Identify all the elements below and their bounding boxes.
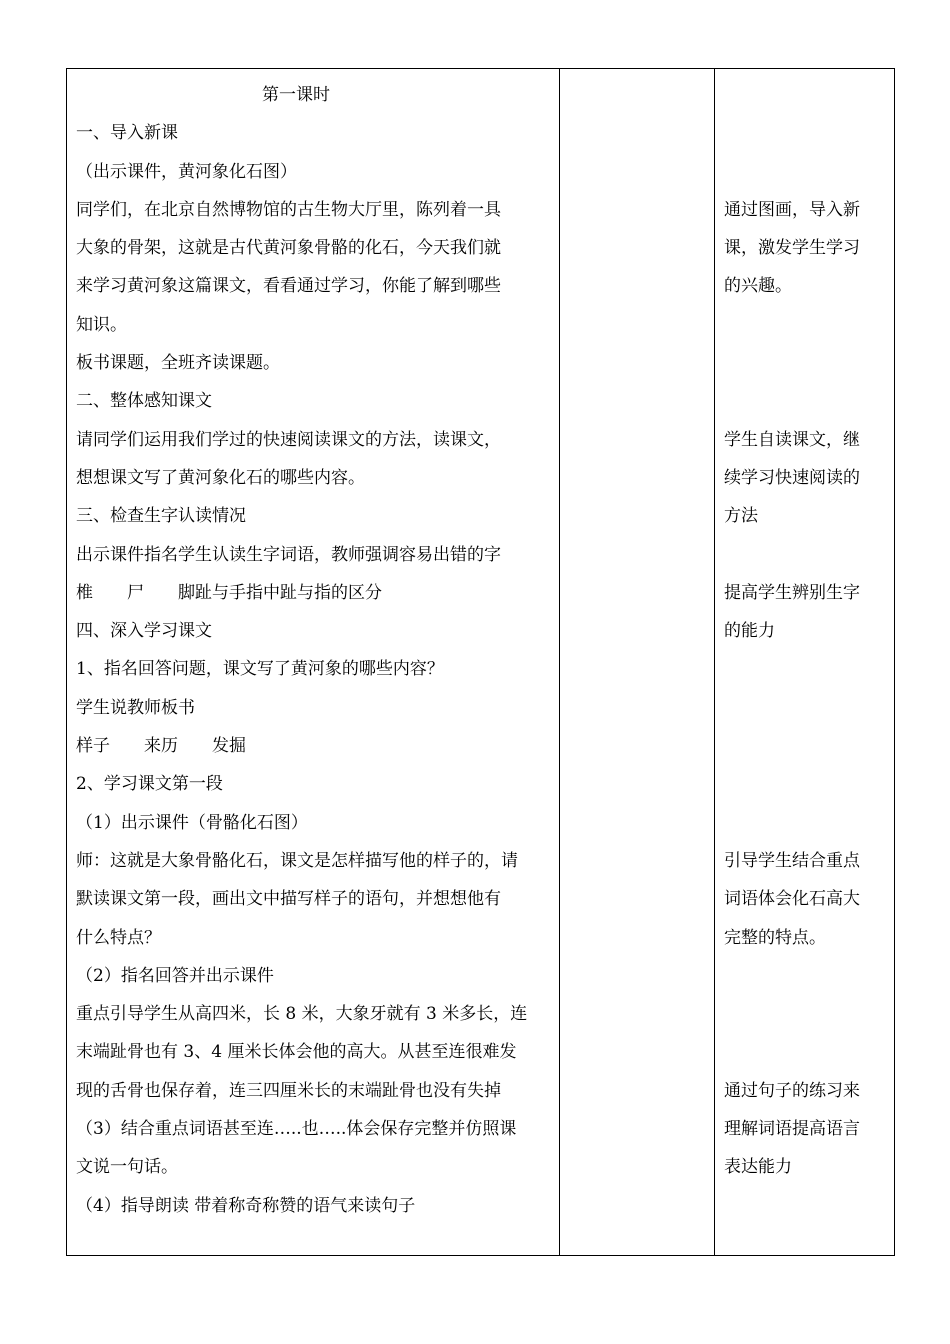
design-intent-column [724, 76, 892, 1225]
blank-line [724, 1033, 892, 1071]
blank-line [724, 650, 892, 688]
blank-line [724, 765, 892, 803]
lesson-line: （2）指名回答并出示课件 [76, 965, 274, 986]
lesson-line: （3）结合重点词语甚至连…..也…..体会保存完整并仿照课 [76, 1119, 517, 1140]
lesson-line: 大象的骨架，这就是古代黄河象骨骼的化石，今天我们就 [76, 238, 501, 259]
blank-line [724, 1187, 892, 1225]
blank-line [724, 689, 892, 727]
lesson-line: 末端趾骨也有 3、4 厘米长体会他的高大。从甚至连很难发 [76, 1042, 517, 1063]
lesson-line: 来学习黄河象这篇课文，看看通过学习，你能了解到哪些 [76, 276, 501, 297]
lesson-line: 想想课文写了黄河象化石的哪些内容。 [76, 467, 365, 488]
column-divider-2 [714, 68, 715, 1256]
lesson-line: 出示课件指名学生认读生字词语，教师强调容易出错的字 [76, 544, 501, 565]
blank-line [724, 727, 892, 765]
design-note-line: 理解词语提高语言 [724, 1119, 860, 1140]
design-note-line: 完整的特点。 [724, 927, 826, 948]
blank-line [724, 536, 892, 574]
lesson-line: 师：这就是大象骨骼化石，课文是怎样描写他的样子的，请 [76, 850, 518, 871]
blank-line [724, 114, 892, 152]
design-note-line: 提高学生辨别生字 [724, 582, 860, 603]
lesson-line: 学生说教师板书 [76, 697, 195, 718]
lesson-line: 2、学习课文第一段 [76, 774, 223, 795]
blank-line [724, 153, 892, 191]
lesson-line: 一、导入新课 [76, 123, 178, 144]
blank-line [724, 995, 892, 1033]
lesson-line: 四、深入学习课文 [76, 621, 212, 642]
lesson-line: 重点引导学生从高四米，长 8 米，大象牙就有 3 米多长，连 [76, 1004, 528, 1025]
design-note-line: 方法 [724, 506, 758, 527]
blank-line [724, 804, 892, 842]
design-note-line: 引导学生结合重点 [724, 850, 860, 871]
lesson-line: 椎 尸 脚趾与手指中趾与指的区分 [76, 582, 382, 603]
design-note-line: 课，激发学生学习 [724, 238, 860, 259]
lesson-line: （4）指导朗读 带着称奇称赞的语气来读句子 [76, 1195, 416, 1216]
blank-line [724, 76, 892, 114]
lesson-line: 板书课题，全班齐读课题。 [76, 353, 280, 374]
lesson-line: （1）出示课件（骨骼化石图） [76, 812, 308, 833]
lesson-line: 三、检查生字认读情况 [76, 506, 246, 527]
column-divider-1 [559, 68, 560, 1256]
lesson-line: 知识。 [76, 314, 127, 335]
design-note-line: 的兴趣。 [724, 276, 792, 297]
design-note-line: 表达能力 [724, 1157, 792, 1178]
lesson-line: 同学们，在北京自然博物馆的古生物大厅里，陈列着一具 [76, 199, 501, 220]
lesson-line: 样子 来历 发掘 [76, 736, 246, 757]
design-note-line: 续学习快速阅读的 [724, 467, 860, 488]
design-note-line: 学生自读课文，继 [724, 429, 860, 450]
blank-line [724, 957, 892, 995]
design-note-line: 的能力 [724, 621, 775, 642]
lesson-line: 现的舌骨也保存着，连三四厘米长的末端趾骨也没有失掉 [76, 1080, 501, 1101]
design-note-line: 通过句子的练习来 [724, 1080, 860, 1101]
lesson-line: 请同学们运用我们学过的快速阅读课文的方法，读课文， [76, 429, 501, 450]
blank-line [724, 382, 892, 420]
lesson-line: 默读课文第一段，画出文中描写样子的语句，并想想他有 [76, 889, 501, 910]
blank-line [724, 344, 892, 382]
lesson-line: 什么特点？ [76, 927, 161, 948]
lesson-period-title: 第一课时 [262, 85, 330, 105]
design-note-line: 通过图画，导入新 [724, 199, 860, 220]
lesson-line: （出示课件，黄河象化石图） [76, 161, 297, 182]
lesson-line: 文说一句话。 [76, 1157, 178, 1178]
lesson-line: 二、整体感知课文 [76, 391, 212, 412]
blank-line [724, 306, 892, 344]
design-note-line: 词语体会化石高大 [724, 889, 860, 910]
teaching-process-column [76, 76, 556, 1225]
lesson-line: 1、指名回答问题，课文写了黄河象的哪些内容？ [76, 659, 444, 680]
